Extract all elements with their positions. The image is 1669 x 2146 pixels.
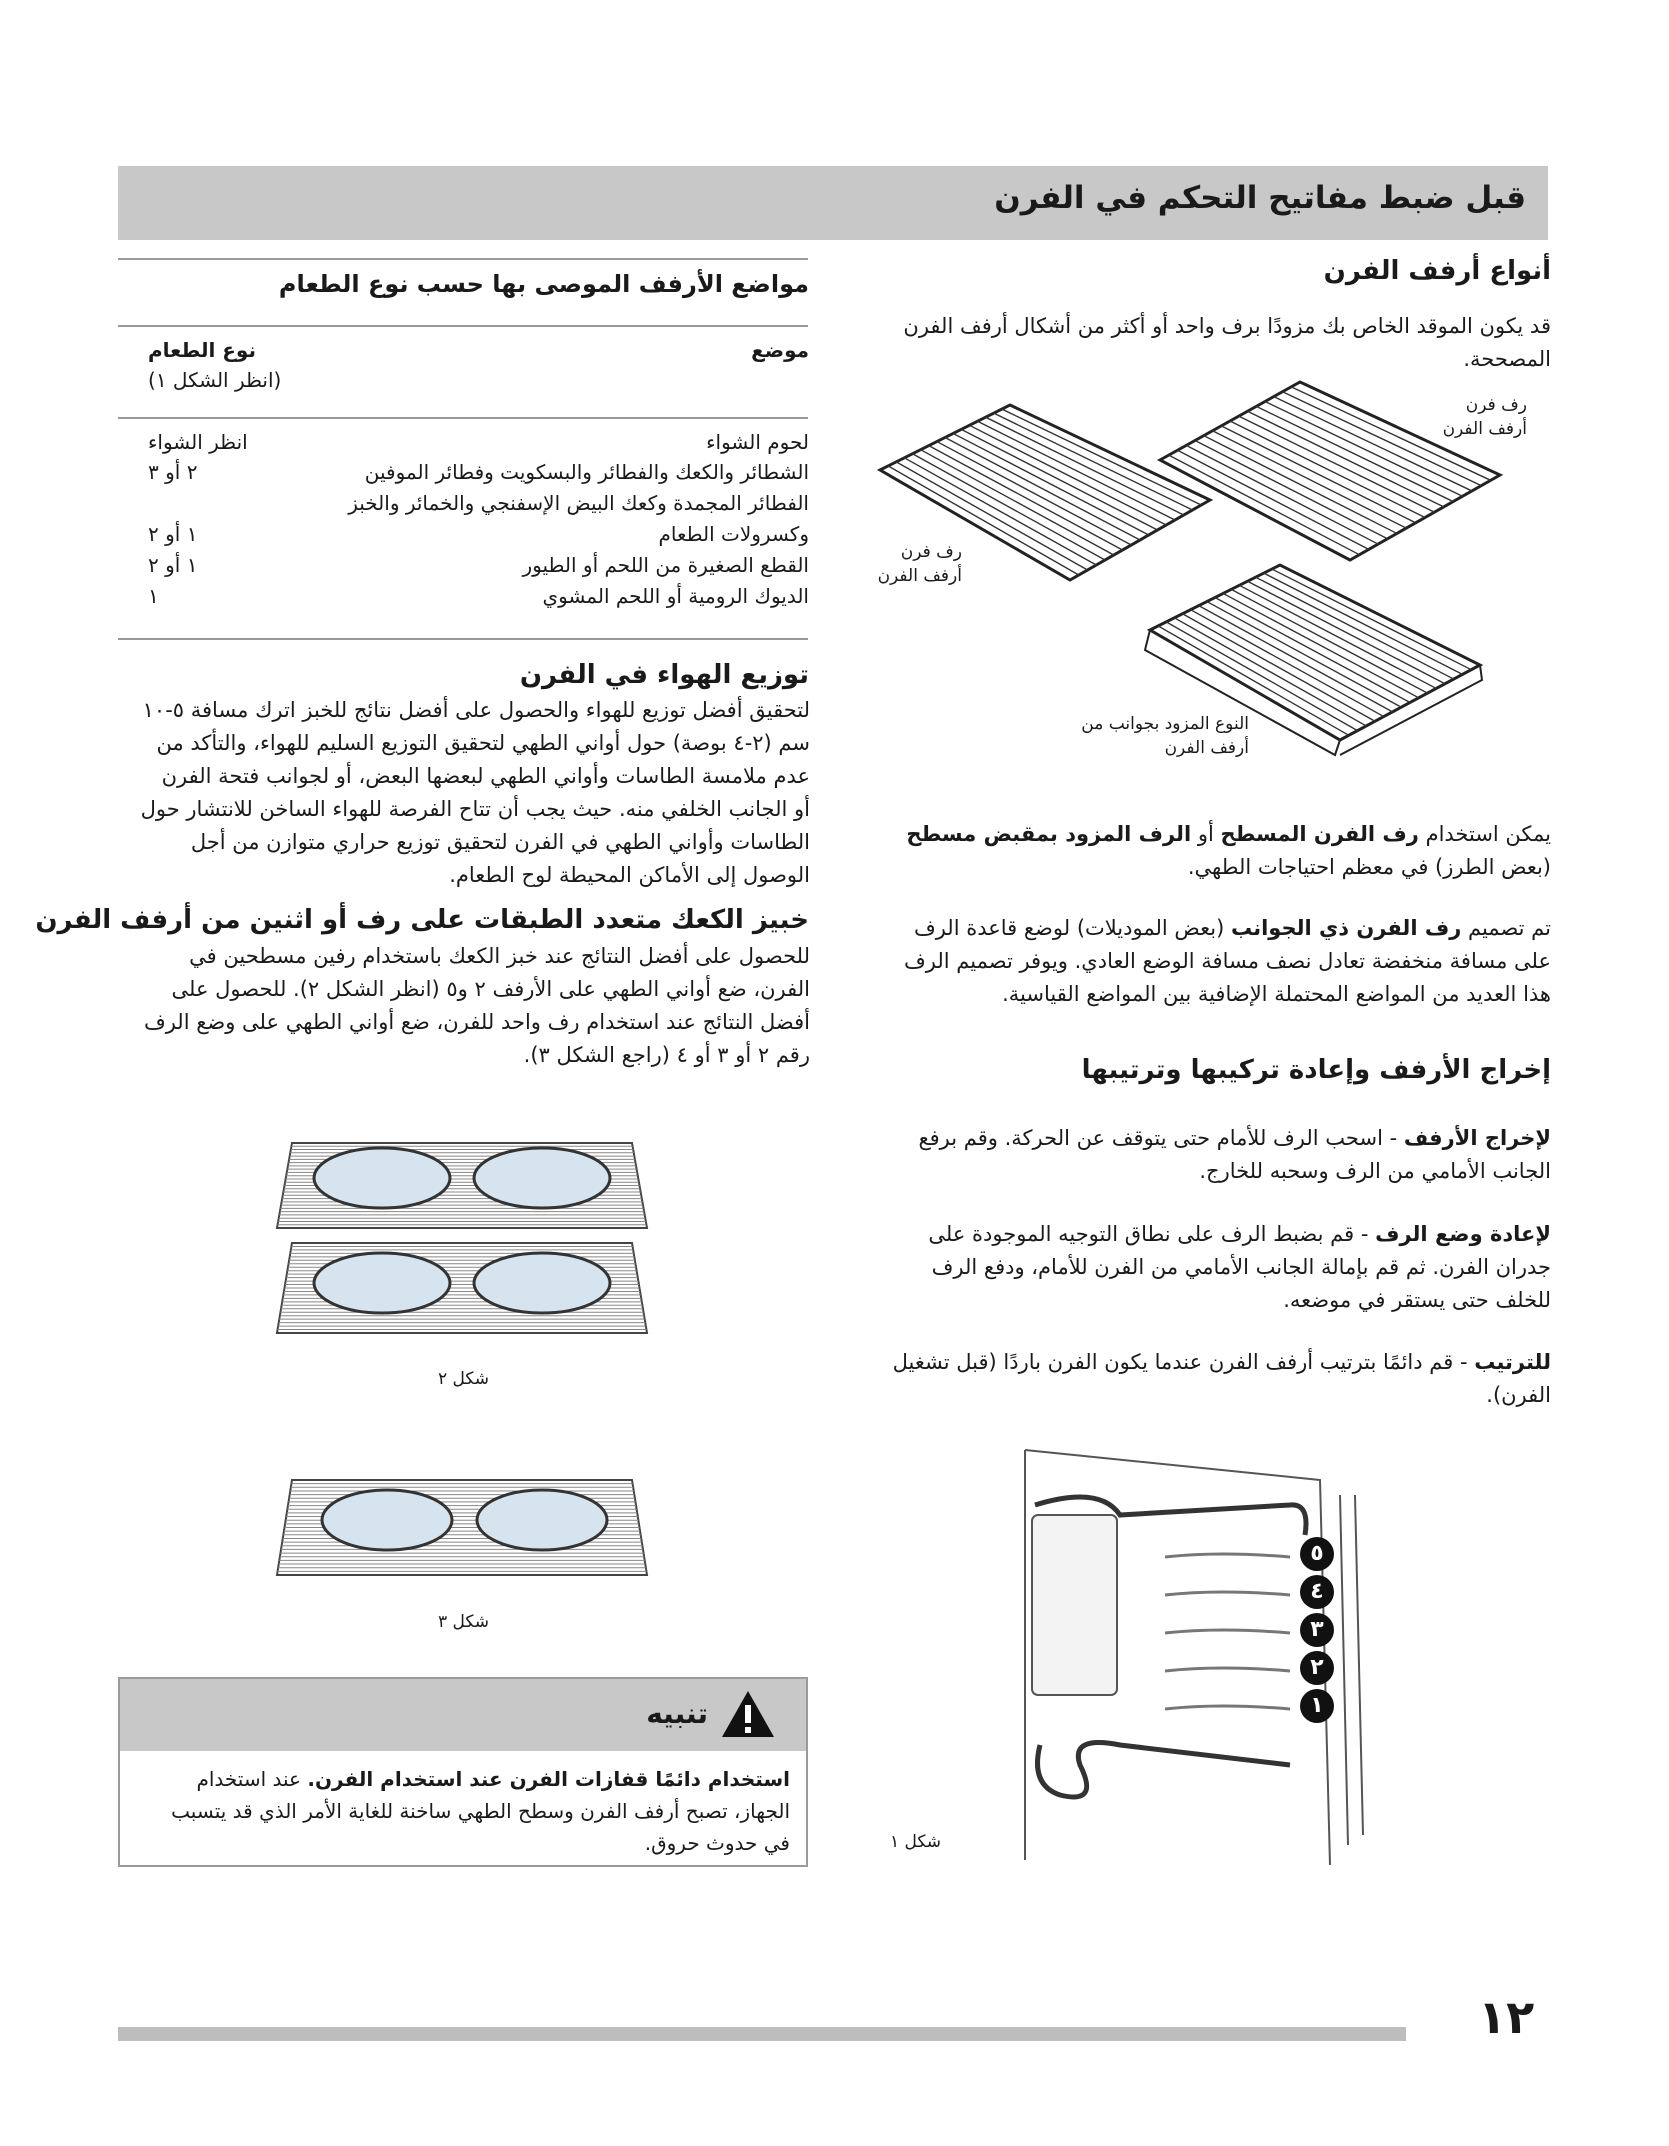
figure-2-caption: شكل ٢	[438, 1369, 490, 1389]
rack-position-5: ٥	[1300, 1537, 1334, 1571]
caution-title: تنبيه	[646, 1697, 708, 1730]
table-row-food: الشطائر والكعك والفطائر والبسكويت وفطائر الموفين	[364, 460, 809, 484]
one-rack-cake-pans-illustration	[262, 1475, 662, 1595]
rack-types-heading: أنواع أرفف الفرن	[1323, 256, 1551, 286]
page-header-bar	[118, 166, 1548, 240]
rack-types-paragraph: قد يكون الموقد الخاص بك مزودًا برف واحد أو أكثر من أشكال أرفف الفرن المصححة.	[903, 314, 1551, 371]
table-bottom-rule	[118, 638, 808, 640]
cake-baking-heading: خبيز الكعك متعدد الطبقات على رف أو اثنين من أرفف الفرن	[35, 905, 809, 935]
warning-triangle-icon	[720, 1689, 776, 1739]
table-row-food: وكسرولات الطعام	[658, 522, 809, 546]
table-row-food: القطع الصغيرة من اللحم أو الطيور	[522, 553, 809, 577]
caution-box	[118, 1677, 808, 1867]
rack-label-3: النوع المزود بجوانب من أرفف الفرن	[1081, 714, 1249, 758]
table-row-position: ١ أو ٢	[148, 522, 198, 546]
caution-header	[120, 1679, 806, 1751]
table-row-food: الفطائر المجمدة وكعك البيض الإسفنجي والخمائر والخبز	[348, 491, 809, 515]
figure-3-caption: شكل ٣	[438, 1612, 490, 1632]
air-circulation-paragraph: لتحقيق أفضل توزيع للهواء والحصول على أفضل نتائج للخبز اترك مسافة ٥-١٠ سم (٢-٤ بوصة) حول أواني الطهي لتحقيق التوزيع السليم للهواء، والتأكد من عدم ملامسة الطاسات وأواني الطهي لبعضها البعض، أو لجوانب فتحة الفرن أو الجانب الخلفي منه. حيث يجب أن تتاح الفرصة للهواء الساخن للانتشار حول الطاسات وأواني الطهي في الفرن لتحقيق توزيع حراري متوازن من أجل الوصول إلى الأماكن المحيطة لوح الطعام.	[140, 698, 810, 887]
table-row-food: لحوم الشواء	[706, 430, 809, 454]
replace-rack-paragraph: لإعادة وضع الرف - قم بضبط الرف على نطاق التوجيه الموجودة على جدران الفرن. ثم قم بإمالة الجانب الأمامي من الفرن للأمام، ودفع الرف للخلف حتى يستقر في موضعه.	[928, 1222, 1551, 1312]
table-header-rule	[118, 325, 808, 327]
table-row-position: ١	[148, 584, 159, 608]
cake-baking-paragraph: للحصول على أفضل النتائج عند خبز الكعك باستخدام رفين مسطحين في الفرن، ضع أواني الطهي على الأرفف ٢ و٥ (انظر الشكل ٢). للحصول على أفضل النتائج عند استخدام رف واحد للفرن، ضع أواني الطهي على وضع الرف رقم ٢ أو ٣ أو ٤ (راجع الشكل ٣).	[143, 944, 810, 1067]
table-col-food: نوع الطعام	[148, 338, 256, 362]
caution-text: استخدام دائمًا قفازات الفرن عند استخدام الفرن. عند استخدام الجهاز، تصبح أرفف الفرن وسطح الطهي ساخنة للغاية الأمر الذي قد يتسبب في حدوث حروق.	[171, 1767, 790, 1855]
rack-label-2: رف فرن أرفف الفرن	[877, 542, 962, 586]
table-row-food: الديوك الرومية أو اللحم المشوي	[542, 584, 809, 608]
page-title: قبل ضبط مفاتيح التحكم في الفرن	[994, 180, 1526, 216]
rack-label-1: رف فرن أرفف الفرن	[1442, 395, 1527, 439]
arrange-racks-paragraph: للترتيب - قم دائمًا بترتيب أرفف الفرن عندما يكون الفرن باردًا (قبل تشغيل الفرن).	[892, 1350, 1551, 1407]
flat-rack-paragraph: يمكن استخدام رف الفرن المسطح أو الرف المزود بمقبض مسطح (بعض الطرز) في معظم احتياجات الطهي.	[906, 822, 1551, 879]
table-row-position: انظر الشواء	[148, 430, 248, 454]
table-body-rule	[118, 417, 808, 419]
table-row-position: ٢ أو ٣	[148, 460, 198, 484]
rack-position-1: ١	[1300, 1689, 1334, 1723]
page-number: ١٢	[1478, 1990, 1535, 2044]
table-col-position: موضع	[751, 338, 809, 362]
table-row-position: ١ أو ٢	[148, 553, 198, 577]
footer-bar	[118, 2027, 1406, 2041]
rack-position-4: ٤	[1300, 1575, 1334, 1609]
figure-1-caption: شكل ١	[890, 1832, 942, 1852]
table-title: مواضع الأرفف الموصى بها حسب نوع الطعام	[278, 270, 809, 298]
air-circulation-heading: توزيع الهواء في الفرن	[519, 660, 809, 690]
two-rack-cake-pans-illustration	[262, 1128, 662, 1353]
rack-position-3: ٣	[1300, 1613, 1334, 1647]
rack-position-2: ٢	[1300, 1651, 1334, 1685]
offset-rack-paragraph: تم تصميم رف الفرن ذي الجوانب (بعض الموديلات) لوضع قاعدة الرف على مسافة منخفضة تعادل نصف مسافة الوضع العادي. ويوفر تصميم الرف هذا العديد من المواضع المحتملة الإضافية بين المواضع القياسية.	[904, 916, 1551, 1006]
remove-racks-paragraph: لإخراج الأرفف - اسحب الرف للأمام حتى يتوقف عن الحركة. وقم برفع الجانب الأمامي من الرف وسحبه للخارج.	[918, 1126, 1551, 1183]
table-top-rule	[118, 258, 808, 260]
table-col-food-sub: (انظر الشكل ١)	[148, 368, 282, 392]
rack-removal-heading: إخراج الأرفف وإعادة تركيبها وترتيبها	[1081, 1055, 1551, 1085]
